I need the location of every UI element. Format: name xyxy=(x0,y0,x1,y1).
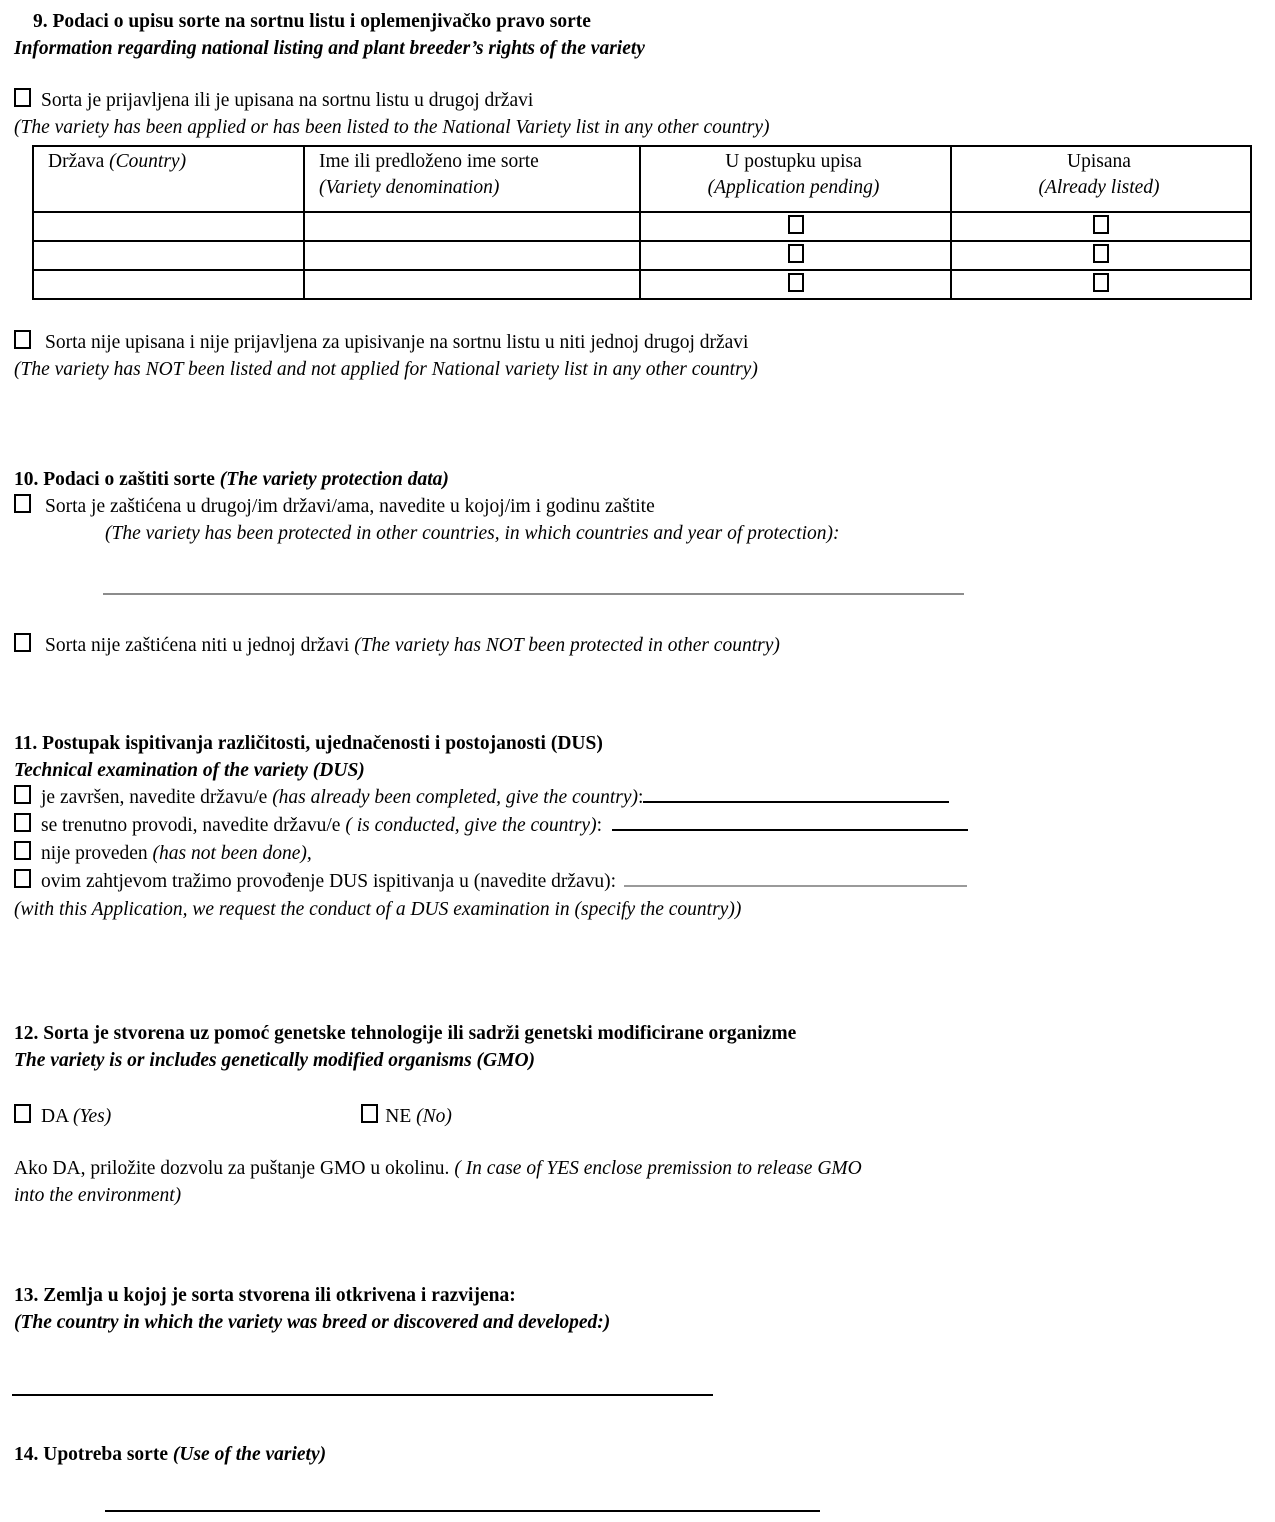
denomination-cell[interactable] xyxy=(304,270,640,299)
checkbox-not-protected-label: Sorta nije zaštićena niti u jednoj državi xyxy=(45,635,355,656)
checkbox-row-protected xyxy=(14,493,1261,520)
dus-not-done-label-en: (has not been done), xyxy=(152,843,312,864)
dus-completed-label-en: (has already been completed, give the country) xyxy=(272,787,639,808)
dus-conducted-label: se trenutno provodi, navedite državu/e xyxy=(41,815,346,836)
dus-conducted-row xyxy=(14,812,1261,840)
gmo-note-line1 xyxy=(14,1155,1261,1182)
header-country xyxy=(33,146,304,212)
header-denomination-en: (Variety denomination) xyxy=(319,177,500,198)
header-pending xyxy=(640,146,951,212)
dus-completed-colon: : xyxy=(638,787,644,808)
dus-not-done-row xyxy=(14,840,1261,868)
section10-title-hr: 10. Podaci o zaštiti sorte xyxy=(14,469,220,490)
gmo-note-line2: into the environment) xyxy=(14,1185,182,1206)
country-cell[interactable] xyxy=(33,241,304,270)
denomination-cell[interactable] xyxy=(304,212,640,241)
checkbox-listed-2[interactable] xyxy=(1093,244,1109,263)
listed-cell xyxy=(951,212,1251,241)
checkbox-listed-1[interactable] xyxy=(1093,215,1109,234)
dus-request-label: ovim zahtjevom tražimo provođenje DUS ispitivanja u (navedite državu): xyxy=(41,871,617,892)
checkbox-listed-3[interactable] xyxy=(1093,273,1109,292)
table-row xyxy=(33,241,1251,270)
blank-protection-countries[interactable] xyxy=(103,593,964,595)
checkbox-pending-2[interactable] xyxy=(788,244,804,263)
blank-variety-use[interactable] xyxy=(105,1510,820,1512)
country-cell[interactable] xyxy=(33,270,304,299)
section14-title xyxy=(14,1441,1261,1468)
header-pending-en: (Application pending) xyxy=(707,177,880,198)
checkbox-pending-1[interactable] xyxy=(788,215,804,234)
table-header-row xyxy=(33,146,1251,212)
checkbox-pending-3[interactable] xyxy=(788,273,804,292)
gmo-note-en1: ( In case of YES enclose premission to release GMO xyxy=(454,1158,862,1179)
blank-country-bred[interactable] xyxy=(12,1394,713,1396)
gmo-yes-no-row xyxy=(14,1103,1261,1130)
denomination-cell[interactable] xyxy=(304,241,640,270)
checkbox-row-not-listed xyxy=(14,329,1261,356)
gmo-no-label: NE xyxy=(385,1106,417,1127)
header-listed-hr: Upisana xyxy=(1067,151,1131,172)
dus-conducted-colon: : xyxy=(596,815,602,836)
section13-title-hr: 13. Zemlja u kojoj je sorta stvorena ili otkrivena i razvijena: xyxy=(14,1285,516,1306)
checkbox-not-listed[interactable] xyxy=(14,330,31,349)
section9-title-hr: 9. Podaci o upisu sorte na sortnu listu i oplemenjivačko pravo sorte xyxy=(33,11,591,32)
checkbox-gmo-yes[interactable] xyxy=(14,1104,31,1123)
checkbox-dus-request[interactable] xyxy=(14,869,31,888)
section10-title xyxy=(14,466,1261,493)
section10-title-en: (The variety protection data) xyxy=(219,469,449,490)
checkbox-not-listed-label-en: (The variety has NOT been listed and not applied for National variety list in any other country) xyxy=(14,359,758,380)
checkbox-protected-label-en: (The variety has been protected in other countries, in which countries and year of protection): xyxy=(105,523,840,544)
checkbox-not-protected-label-en: (The variety has NOT been protected in other country) xyxy=(354,635,780,656)
pending-cell xyxy=(640,241,951,270)
section12-title-en: The variety is or includes genetically modified organisms (GMO) xyxy=(14,1050,536,1071)
checkbox-row-variety-applied xyxy=(14,87,1261,114)
checkbox-dus-completed[interactable] xyxy=(14,785,31,804)
header-denomination-hr: Ime ili predloženo ime sorte xyxy=(319,151,539,172)
dus-completed-label: je završen, navedite državu/e xyxy=(41,787,273,808)
section9-title-en: Information regarding national listing and plant breeder’s rights of the variety xyxy=(14,38,645,59)
section13-title-en: (The country in which the variety was breed or discovered and developed:) xyxy=(14,1312,611,1333)
section11-title-en: Technical examination of the variety (DUS) xyxy=(14,760,365,781)
gmo-note-hr: Ako DA, priložite dozvolu za puštanje GMO u okolinu. xyxy=(14,1158,455,1179)
dus-request-row xyxy=(14,868,1261,896)
blank-dus-request-country[interactable] xyxy=(624,871,967,887)
checkbox-variety-applied[interactable] xyxy=(14,88,31,107)
gmo-no-label-en: (No) xyxy=(416,1106,452,1127)
section11-title-hr: 11. Postupak ispitivanja različitosti, ujednačenosti i postojanosti (DUS) xyxy=(14,733,603,754)
header-country-en: (Country) xyxy=(109,151,187,172)
national-listing-table xyxy=(32,145,1252,300)
gmo-yes-label-en: (Yes) xyxy=(72,1106,112,1127)
checkbox-not-protected[interactable] xyxy=(14,633,31,652)
section14-title-hr: 14. Upotreba sorte xyxy=(14,1444,173,1465)
checkbox-dus-conducted[interactable] xyxy=(14,813,31,832)
listed-cell xyxy=(951,270,1251,299)
dus-completed-row xyxy=(14,784,1261,812)
checkbox-row-not-protected xyxy=(14,632,1261,659)
country-cell[interactable] xyxy=(33,212,304,241)
checkbox-protected[interactable] xyxy=(14,494,31,513)
header-pending-hr: U postupku upisa xyxy=(725,151,862,172)
checkbox-not-listed-label: Sorta nije upisana i nije prijavljena za upisivanje na sortnu listu u niti jednoj drugoj državi xyxy=(45,332,749,353)
checkbox-gmo-no[interactable] xyxy=(361,1104,378,1123)
checkbox-variety-applied-label-en: (The variety has been applied or has been listed to the National Variety list in any other country) xyxy=(14,117,770,138)
checkbox-variety-applied-label: Sorta je prijavljena ili je upisana na sortnu listu u drugoj državi xyxy=(41,90,534,111)
blank-dus-conducted-country[interactable] xyxy=(612,815,968,831)
header-country-hr: Država xyxy=(48,151,110,172)
checkbox-protected-label: Sorta je zaštićena u drugoj/im državi/ama, navedite u kojoj/im i godinu zaštite xyxy=(45,496,655,517)
table-row xyxy=(33,212,1251,241)
dus-request-label-en: (with this Application, we request the conduct of a DUS examination in (specify the country)) xyxy=(14,899,742,920)
blank-dus-completed-country[interactable] xyxy=(643,787,949,803)
dus-not-done-label: nije proveden xyxy=(41,843,153,864)
gmo-yes-label: DA xyxy=(41,1106,73,1127)
header-listed-en: (Already listed) xyxy=(1038,177,1160,198)
section12-title-hr: 12. Sorta je stvorena uz pomoć genetske tehnologije ili sadrži genetski modificirane organizme xyxy=(14,1023,797,1044)
header-listed xyxy=(951,146,1251,212)
listed-cell xyxy=(951,241,1251,270)
checkbox-dus-not-done[interactable] xyxy=(14,841,31,860)
header-denomination xyxy=(304,146,640,212)
table-row xyxy=(33,270,1251,299)
section14-title-en: (Use of the variety) xyxy=(172,1444,327,1465)
pending-cell xyxy=(640,270,951,299)
pending-cell xyxy=(640,212,951,241)
dus-conducted-label-en: ( is conducted, give the country) xyxy=(345,815,597,836)
